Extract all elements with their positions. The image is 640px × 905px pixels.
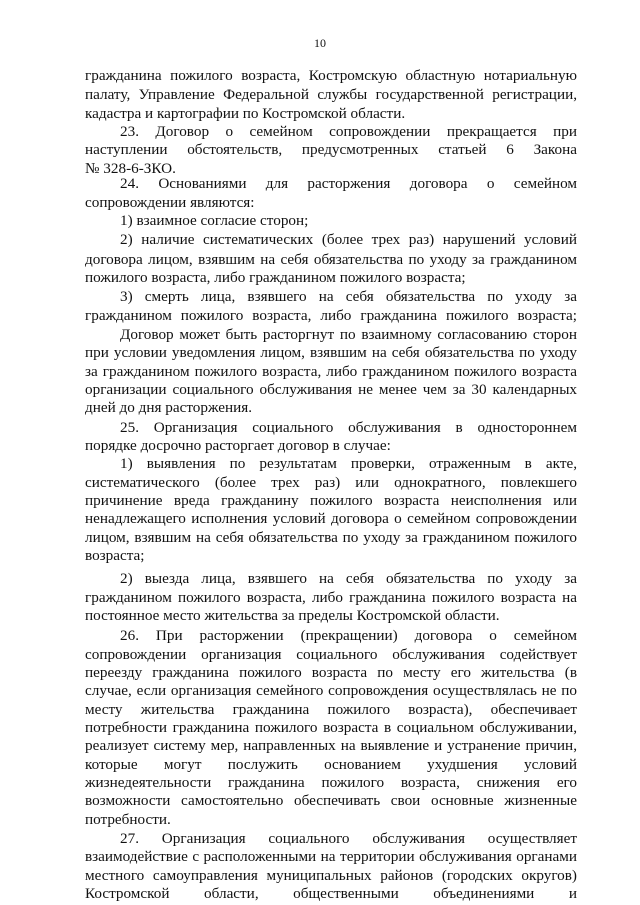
text-line: гражданином пожилого возраста, либо гражданина пожилого возраста;	[85, 306, 577, 324]
text-line: Костромской области, общественными объединениями и	[85, 885, 577, 902]
text-line: лицом, взявшим на себя обязательства по уходу за гражданином пожилого	[85, 528, 577, 546]
text-line: порядке досрочно расторгает договор в случае:	[85, 436, 391, 454]
paragraph-23-first-line: 23. Договор о семейном сопровождении прекращается при	[120, 123, 577, 140]
list-item-line: 2) выезда лица, взявшего на себя обязательства по уходу за	[120, 570, 577, 588]
paragraph-26-first-line: 26. При расторжении (прекращении) договора о семейном	[120, 627, 577, 645]
paragraph-24-first-line: 24. Основаниями для расторжения договора о семейном	[120, 175, 577, 193]
text-line: постоянное место жительства за пределы Костромской области.	[85, 606, 500, 624]
text-line: сопровождении организация социального обслуживания содействует	[85, 645, 577, 663]
list-item-line: 2) наличие систематических (более трех раз) нарушений условий	[120, 231, 577, 249]
text-line: которые могут послужить основанием ухудшения условий	[85, 755, 577, 773]
text-line: сопровождении являются:	[85, 193, 255, 211]
text-line: реализует систему мер, направленных на выявление и устранение причин,	[85, 737, 577, 755]
text-line: переезду гражданина пожилого возраста по месту его жительства (в	[85, 663, 577, 681]
text-line: случае, если организация семейного сопровождения осуществлялась не по	[85, 682, 577, 700]
text-line: систематического (более трех раз) или однократного, повлекшего	[85, 473, 577, 491]
text-line: наступлении обстоятельств, предусмотренных статьей 6 Закона	[85, 141, 577, 159]
text-line: гражданина пожилого возраста, Костромскую областную нотариальную	[85, 67, 577, 84]
text-line: договора лицом, взявшим на себя обязательства по уходу за гражданином	[85, 250, 577, 268]
text-line: возраста;	[85, 547, 145, 564]
text-line: кадастра и картографии по Костромской области.	[85, 104, 406, 122]
text-line: дней до дня расторжения.	[85, 399, 253, 417]
text-line: месту жительства гражданина пожилого возраста), обеспечивает	[85, 700, 577, 718]
text-line: потребности гражданина пожилого возраста в социальном обслуживании,	[85, 718, 577, 736]
text-line: взаимодействие с расположенными на территории обслуживания органами	[85, 848, 577, 866]
page-number: 10	[314, 36, 326, 50]
text-line: при условии уведомления лицом, взявшим на себя обязательства по уходу	[85, 344, 577, 362]
text-line: потребности.	[85, 810, 171, 828]
text-line: пожилого возраста, либо гражданином пожилого возраста;	[85, 268, 466, 286]
text-line: № 328-6-ЗКО.	[85, 159, 176, 177]
list-item-line: 3) смерть лица, взявшего на себя обязательства по уходу за	[120, 288, 577, 306]
text-line: организации социального обслуживания не менее чем за 30 календарных	[85, 380, 577, 398]
text-line: палату, Управление Федеральной службы государственной регистрации,	[85, 86, 577, 104]
text-line: причинение вреда гражданину пожилого возраста неисполнения или	[85, 491, 577, 509]
text-line: местного самоуправления муниципальных районов (городских округов)	[85, 866, 577, 884]
text-line: за гражданином пожилого возраста, либо гражданином пожилого возраста	[85, 362, 577, 380]
text-line: жизнедеятельности гражданина пожилого возраста, снижения его	[85, 773, 577, 791]
list-item-line: 1) выявления по результатам проверки, отраженным в акте,	[120, 455, 577, 473]
text-line: ненадлежащего исполнения условий договора о семейном сопровождении	[85, 510, 577, 528]
text-line: возможности самостоятельно обеспечивать свои основные жизненные	[85, 792, 577, 810]
text-line: Договор может быть расторгнут по взаимному согласованию сторон	[120, 325, 577, 343]
text-line: гражданином пожилого возраста, либо гражданина пожилого возраста на	[85, 588, 577, 606]
paragraph-27-first-line: 27. Организация социального обслуживания осуществляет	[120, 830, 577, 847]
paragraph-25-first-line: 25. Организация социального обслуживания в одностороннем	[120, 418, 577, 436]
list-item-line: 1) взаимное согласие сторон;	[120, 211, 309, 229]
